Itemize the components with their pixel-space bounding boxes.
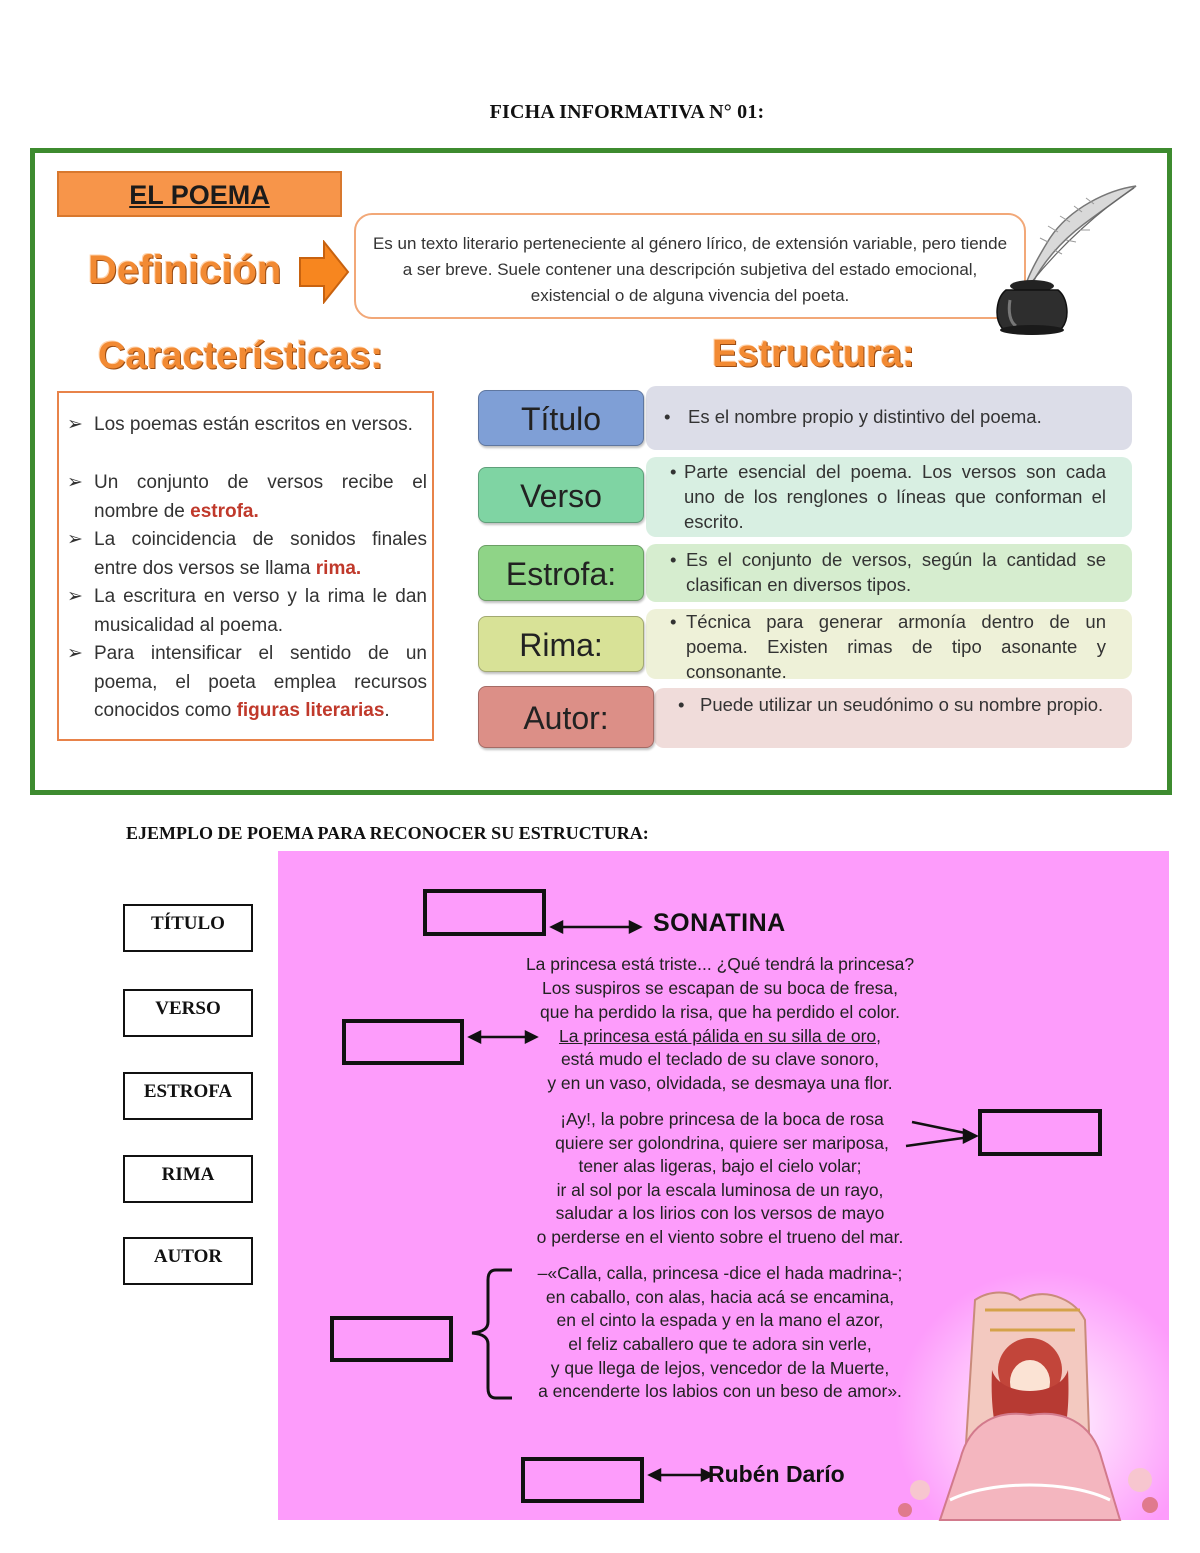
poem-author: Rubén Darío — [708, 1461, 845, 1487]
poem-verse: Los suspiros se escapan de su boca de fresa, — [541, 978, 899, 998]
caracteristica-text: Los poemas están escritos en versos. — [94, 414, 413, 435]
arrow-bullet-icon: ➢ — [67, 472, 83, 493]
poem-verse: a encenderte los labios con un beso de amor». — [538, 1381, 902, 1401]
poem-verse: en caballo, con alas, hacia acá se encamina, — [545, 1287, 895, 1307]
poem-verse: –«Calla, calla, princesa -dice el hada madrina-; — [537, 1263, 903, 1283]
arrow-bullet-icon: ➢ — [67, 529, 83, 550]
highlight-figuras: figuras literarias — [236, 700, 385, 721]
estructura-desc-text: Técnica para generar armonía dentro de un poema. Existen rimas de tipo asonante y consonante. — [686, 611, 1106, 682]
caracteristica-text: La escritura en verso y la rima le dan musicalidad al poema. — [94, 586, 427, 636]
estructura-desc-text: Puede utilizar un seudónimo o su nombre propio. — [700, 694, 1104, 715]
poem-verse: saludar a los lirios con los versos de mayo — [555, 1203, 885, 1223]
estructura-label-titulo: Título — [478, 390, 644, 446]
caracteristica-item: ➢ Para intensificar el sentido de un poema, el poeta emplea recursos conocidos como figuras literarias. — [67, 640, 427, 726]
poem-verse: quiere ser golondrina, quiere ser mariposa, — [555, 1133, 889, 1153]
bullet-icon: • — [664, 406, 671, 427]
side-label-rima[interactable]: RIMA — [123, 1155, 253, 1203]
estructura-desc-text: Es el nombre propio y distintivo del poema. — [688, 406, 1042, 427]
poem-verse: y que llega de lejos, vencedor de la Muerte, — [550, 1358, 890, 1378]
arrow-bullet-icon: ➢ — [67, 586, 83, 607]
side-label-titulo[interactable]: TÍTULO — [123, 904, 253, 952]
bullet-icon: • — [678, 694, 685, 715]
ejemplo-title: EJEMPLO DE POEMA PARA RECONOCER SU ESTRUCTURA: — [126, 823, 649, 843]
poem-verse-underlined: La princesa está pálida en su silla de oro, — [558, 1026, 881, 1046]
estructura-label-rima: Rima: — [478, 616, 644, 672]
poem-verse: en el cinto la espada y en la mano el azor, — [556, 1310, 884, 1330]
bullet-icon: • — [670, 611, 677, 632]
poem-verse: que ha perdido la risa, que ha perdido el color. — [540, 1002, 900, 1022]
estructura-label-autor: Autor: — [478, 686, 654, 748]
side-label-verso[interactable]: VERSO — [123, 989, 253, 1037]
poem-label: EL POEMA — [129, 180, 270, 210]
poem-verse: La princesa está triste... ¿Qué tendrá la princesa? — [525, 954, 915, 974]
poem-verse: o perderse en el viento sobre el trueno del mar. — [536, 1227, 904, 1247]
highlight-rima: rima. — [315, 557, 362, 579]
poem-verse: está mudo el teclado de su clave sonoro, — [560, 1049, 880, 1069]
estructura-label-verso: Verso — [478, 467, 644, 523]
caracteristica-text: La coincidencia de sonidos finales entre dos versos se llama — [94, 529, 427, 579]
page-title: FICHA INFORMATIVA N° 01: — [489, 101, 765, 123]
poem-verse: el feliz caballero que te adora sin verle, — [568, 1334, 872, 1354]
caracteristicas-title: Características: — [98, 335, 384, 377]
caracteristica-text: Un conjunto de versos recibe el nombre de — [94, 472, 427, 522]
caracteristica-text: Para intensificar el sentido de un poema, el poeta emplea recursos conocidos como — [94, 643, 427, 721]
arrow-bullet-icon: ➢ — [67, 414, 83, 435]
arrow-bullet-icon: ➢ — [67, 643, 83, 664]
estructura-title: Estructura: — [712, 333, 915, 375]
poem-verse: ¡Ay!, la pobre princesa de la boca de rosa — [560, 1109, 884, 1129]
estructura-desc-text: Es el conjunto de versos, según la cantidad se clasifican en diversos tipos. — [686, 549, 1106, 595]
bullet-icon: • — [670, 549, 677, 570]
poem-verse: ir al sol por la escala luminosa de un rayo, — [556, 1180, 884, 1200]
definicion-text: Es un texto literario perteneciente al género lírico, de extensión variable, pero tiende a ser breve. Suele contener una descripción subjetiva del estado emocional, existencial o de alguna vivencia del poeta. — [372, 234, 1008, 305]
estructura-label-estrofa: Estrofa: — [478, 545, 644, 601]
bullet-icon: • — [670, 461, 677, 482]
side-label-estrofa[interactable]: ESTROFA — [123, 1072, 253, 1120]
highlight-estrofa: estrofa. — [190, 500, 259, 522]
poem-verse: tener alas ligeras, bajo el cielo volar; — [578, 1156, 862, 1176]
side-label-autor[interactable]: AUTOR — [123, 1237, 253, 1285]
poem-title: SONATINA — [653, 909, 786, 937]
estructura-desc-text: Parte esencial del poema. Los versos son cada uno de los renglones o líneas que conforman el escrito. — [684, 461, 1106, 532]
poem-verse: y en un vaso, olvidada, se desmaya una flor. — [547, 1073, 893, 1093]
definicion-title: Definición — [88, 248, 282, 292]
